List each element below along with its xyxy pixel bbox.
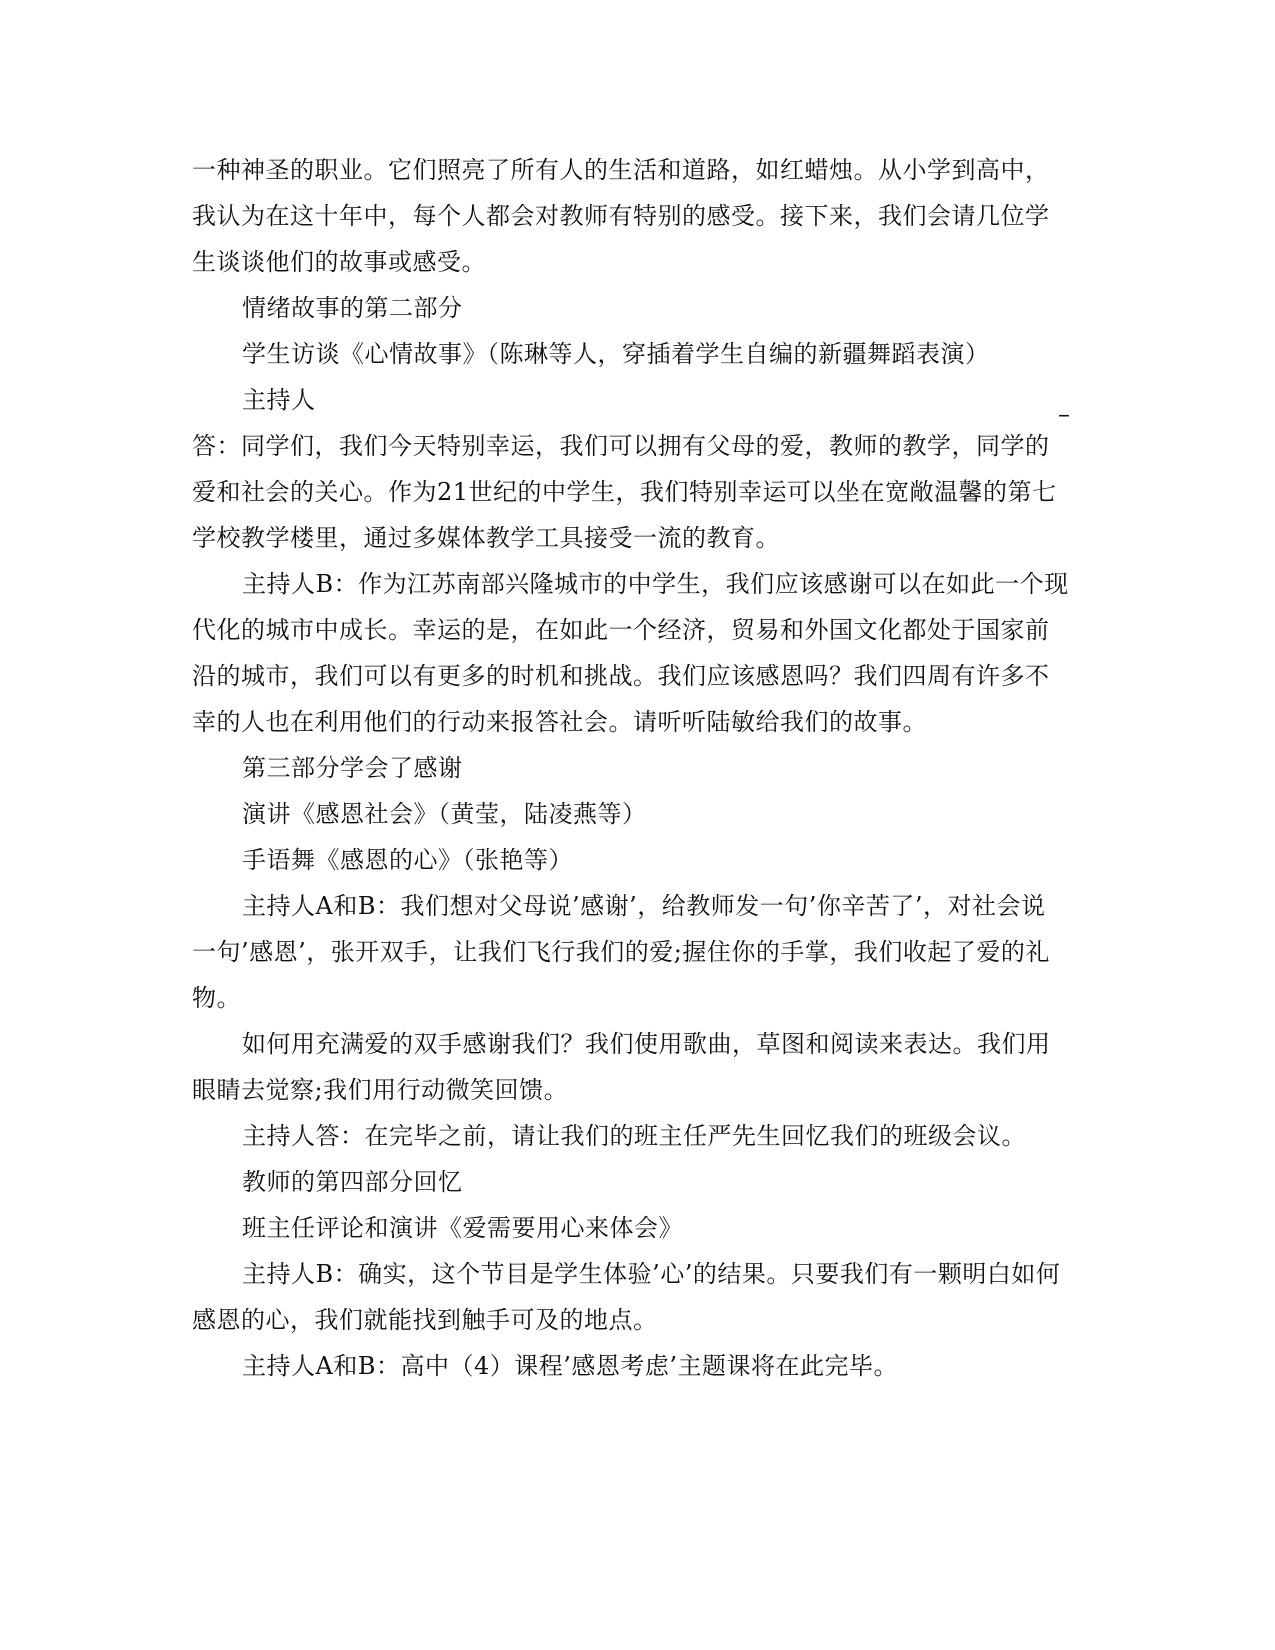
paragraph-line: 主持人A和B：我们想对父母说’感谢’，给教师发一句’你辛苦了’，对社会说 [242, 892, 1046, 920]
speaker-label: 主持人 [242, 386, 316, 414]
paragraph-line: 答：同学们，我们今天特别幸运，我们可以拥有父母的爱，教师的教学，同学的 [192, 432, 1050, 460]
paragraph-line: 我认为在这十年中，每个人都会对教师有特别的感受。接下来，我们会请几位学 [192, 202, 1050, 230]
paragraph-line: 主持人B：确实，这个节目是学生体验’心’的结果。只要我们有一颗明白如何 [242, 1260, 1061, 1288]
program-item: 演讲《感恩社会》（黄莹，陆凌燕等） [242, 800, 647, 828]
program-item: 手语舞《感恩的心》（张艳等） [242, 846, 573, 874]
dash-mark: – [1058, 400, 1070, 428]
paragraph-line: 代化的城市中成长。幸运的是，在如此一个经济，贸易和外国文化都处于国家前 [192, 616, 1050, 644]
paragraph-line: 感恩的心，我们就能找到触手可及的地点。 [192, 1306, 658, 1334]
paragraph-line: 眼睛去觉察;我们用行动微笑回馈。 [192, 1076, 569, 1104]
section-heading: 情绪故事的第二部分 [242, 294, 463, 322]
paragraph-line: 物。 [192, 984, 241, 1012]
paragraph-line: 主持人A和B：高中（4）课程’感恩考虑’主题课将在此完毕。 [242, 1352, 898, 1380]
section-heading: 教师的第四部分回忆 [242, 1168, 463, 1196]
paragraph-line: 沿的城市，我们可以有更多的时机和挑战。我们应该感恩吗？我们四周有许多不 [192, 662, 1050, 690]
paragraph-line: 主持人B：作为江苏南部兴隆城市的中学生，我们应该感谢可以在如此一个现 [242, 570, 1069, 598]
paragraph-line: 一种神圣的职业。它们照亮了所有人的生活和道路，如红蜡烛。从小学到高中， [192, 156, 1050, 184]
paragraph-line: 学校教学楼里，通过多媒体教学工具接受一流的教育。 [192, 524, 780, 552]
program-item: 学生访谈《心情故事》（陈琳等人，穿插着学生自编的新疆舞蹈表演） [242, 340, 990, 368]
section-heading: 第三部分学会了感谢 [242, 754, 463, 782]
paragraph-line: 生谈谈他们的故事或感受。 [192, 248, 486, 276]
program-item: 班主任评论和演讲《爱需要用心来体会》 [242, 1214, 683, 1242]
paragraph-line: 一句’感恩’，张开双手，让我们飞行我们的爱;握住你的手掌，我们收起了爱的礼 [192, 938, 1050, 966]
paragraph-line: 主持人答：在完毕之前，请让我们的班主任严先生回忆我们的班级会议。 [242, 1122, 1026, 1150]
paragraph-line: 爱和社会的关心。作为21世纪的中学生，我们特别幸运可以坐在宽敞温馨的第七 [192, 478, 1057, 506]
paragraph-line: 如何用充满爱的双手感谢我们？我们使用歌曲，草图和阅读来表达。我们用 [242, 1030, 1051, 1058]
paragraph-line: 幸的人也在利用他们的行动来报答社会。请听听陆敏给我们的故事。 [192, 708, 927, 736]
